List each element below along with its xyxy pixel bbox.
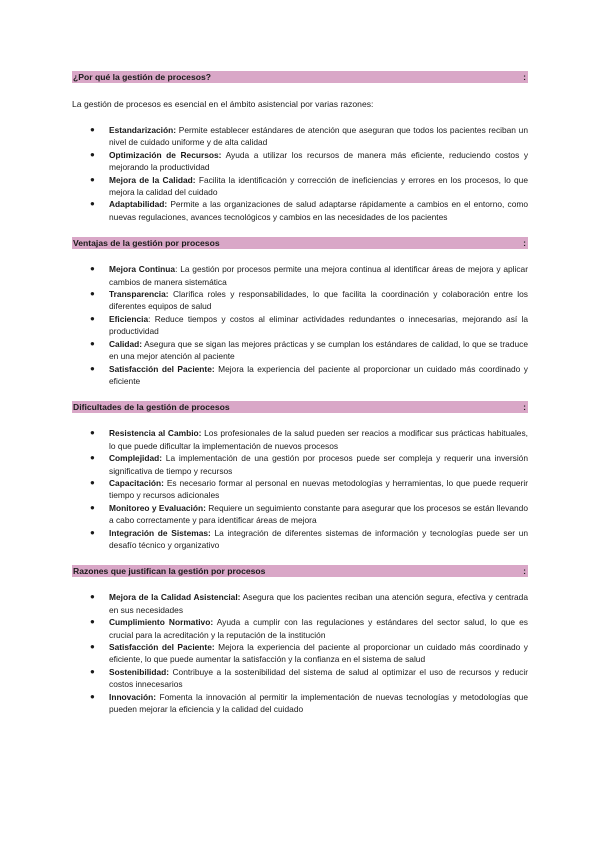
item-term: Cumplimiento Normativo: <box>109 617 214 628</box>
item-text: La implementación de una gestión por procesos puede ser compleja y requerir una inversión significativa de tiempo y recursos <box>109 453 528 476</box>
item-term: Estandarización: <box>109 125 177 135</box>
item-term: Monitoreo y Evaluación: <box>109 502 206 513</box>
list-item <box>72 452 528 477</box>
list-item <box>72 641 528 666</box>
list-item <box>72 124 528 149</box>
list-item <box>72 427 528 452</box>
bullet-list <box>72 427 528 551</box>
bullet-icon: ● <box>90 502 95 512</box>
item-text: Facilita la identificación y corrección de ineficiencias y errores en los procesos, lo que mejora la calidad del cuidado <box>109 174 528 198</box>
item-text: Requiere un seguimiento constante para asegurar que los procesos se están llevando a cabo correctamente y para identificar áreas de mejora <box>109 502 528 526</box>
section-heading-text: Dificultades de la gestión de procesos <box>73 402 230 413</box>
item-text: Ayuda a utilizar los recursos de manera más eficiente, reduciendo costos y mejorando la productividad <box>109 149 529 173</box>
section-heading-colon: : <box>523 566 526 577</box>
bullet-icon: ● <box>90 453 95 463</box>
bullet-icon: ● <box>90 363 95 373</box>
bullet-list <box>72 591 528 715</box>
list-item <box>72 502 528 527</box>
item-text: Permite a las organizaciones de salud adaptarse rápidamente a cambios en el entorno, como nuevas regulaciones, avances tecnológicos y cambios en las necesidades de los pacientes <box>109 199 528 222</box>
item-term: Calidad: <box>109 338 143 349</box>
item-term: Mejora Continua <box>109 264 176 275</box>
bullet-icon: ● <box>90 691 95 701</box>
item-term: Mejora de la Calidad: <box>109 174 196 185</box>
list-item <box>72 666 528 691</box>
item-term: Complejidad: <box>109 453 163 464</box>
item-term: Mejora de la Calidad Asistencial: <box>109 592 241 603</box>
bullet-icon: ● <box>90 264 95 274</box>
item-text: Los profesionales de la salud pueden ser reacios a modificar sus prácticas habituales, lo que puede dificultar la implementación de nuevos procesos <box>109 428 528 451</box>
item-text: Mejora la experiencia del paciente al proporcionar un cuidado más coordinado y eficiente, lo que puede aumentar la satisfacción y la confianza en el sistema de salud <box>109 642 528 665</box>
item-text: : Reduce tiempos y costos al eliminar actividades redundantes o innecesarias, mejorando así la productividad <box>109 313 528 337</box>
item-text: Ayuda a cumplir con las regulaciones y estándares del sector salud, lo que es crucial para la acreditación y la reputación de la institución <box>109 617 528 640</box>
item-text: Fomenta la innovación al permitir la implementación de nuevas tecnologías y metodologías que pueden mejorar la eficiencia y la calidad del cuidado <box>109 691 528 715</box>
section-heading-colon: : <box>523 72 526 82</box>
section-intro: La gestión de procesos es esencial en el ámbito asistencial por varias razones: <box>72 99 374 109</box>
section-heading-text: Razones que justifican la gestión por procesos <box>73 566 266 577</box>
bullet-icon: ● <box>90 642 95 651</box>
bullet-icon: ● <box>90 477 95 487</box>
list-item <box>72 616 528 641</box>
item-text: Clarifica roles y responsabilidades, lo que facilita la coordinación y colaboración entre los diferentes equipos de salud <box>109 289 528 312</box>
section-heading-colon: : <box>523 238 526 249</box>
document-content <box>72 71 528 715</box>
item-text: : La gestión por procesos permite una mejora continua al identificar áreas de mejora y aplicar cambios de manera sistemática <box>109 264 528 287</box>
bullet-icon: ● <box>90 174 95 184</box>
bullet-icon: ● <box>90 617 95 627</box>
item-term: Satisfacción del Paciente: <box>109 363 215 374</box>
bullet-icon: ● <box>90 313 95 323</box>
item-text: Asegura que los pacientes reciban una atención segura, efectiva y centrada en sus necesidades <box>109 592 528 615</box>
list-item <box>72 288 528 313</box>
bullet-list <box>72 263 528 387</box>
item-term: Resistencia al Cambio: <box>109 428 202 439</box>
section-heading-text: Ventajas de la gestión por procesos <box>73 238 220 249</box>
item-term: Satisfacción del Paciente: <box>109 642 215 652</box>
list-item <box>72 149 528 174</box>
bullet-icon: ● <box>90 527 95 537</box>
bullet-icon: ● <box>90 592 95 602</box>
list-item <box>72 591 528 616</box>
section-heading-text: ¿Por qué la gestión de procesos? <box>73 72 212 82</box>
list-item <box>72 691 528 716</box>
item-text: Asegura que se sigan las mejores prácticas y se cumplan los estándares de calidad, lo que se traduce en una mejor atención al paciente <box>109 338 528 362</box>
list-item <box>72 198 528 223</box>
section-heading <box>72 71 528 83</box>
section-heading-colon: : <box>523 402 526 413</box>
list-item <box>72 313 528 338</box>
section-heading <box>72 565 528 577</box>
bullet-icon: ● <box>90 428 95 438</box>
bullet-icon: ● <box>90 199 95 209</box>
item-text: Contribuye a la sostenibilidad del sistema de salud al optimizar el uso de recursos y reducir costos innecesarios <box>109 666 528 690</box>
item-term: Innovación: <box>109 691 156 702</box>
item-text: Es necesario formar al personal en nuevas metodologías y herramientas, lo que puede requerir tiempo y recursos adicionales <box>109 477 528 501</box>
bullet-icon: ● <box>90 149 95 159</box>
list-item <box>72 363 528 388</box>
list-item <box>72 477 528 502</box>
item-term: Capacitación: <box>109 477 164 488</box>
item-term: Sostenibilidad: <box>109 666 170 677</box>
section-heading <box>72 401 528 413</box>
bullet-icon: ● <box>90 125 95 134</box>
item-text: Mejora la experiencia del paciente al proporcionar un cuidado más coordinado y eficiente <box>109 363 528 386</box>
bullet-list <box>72 124 528 223</box>
item-text: Permite establecer estándares de atención que aseguran que todos los pacientes reciban un nivel de cuidado uniforme y de alta calidad <box>109 125 528 148</box>
item-term: Adaptabilidad: <box>109 199 168 210</box>
bullet-icon: ● <box>90 289 95 299</box>
item-term: Optimización de Recursos: <box>109 149 222 160</box>
list-item <box>72 338 528 363</box>
item-text: La integración de diferentes sistemas de información y tecnologías puede ser un desafío técnico y organizativo <box>109 527 529 550</box>
item-term: Integración de Sistemas: <box>109 527 211 538</box>
bullet-icon: ● <box>90 666 95 676</box>
list-item <box>72 174 528 199</box>
list-item <box>72 263 528 288</box>
item-term: Transparencia: <box>109 289 169 300</box>
section-heading <box>72 237 528 249</box>
bullet-icon: ● <box>90 338 95 348</box>
item-term: Eficiencia <box>109 313 149 324</box>
list-item <box>72 527 528 552</box>
